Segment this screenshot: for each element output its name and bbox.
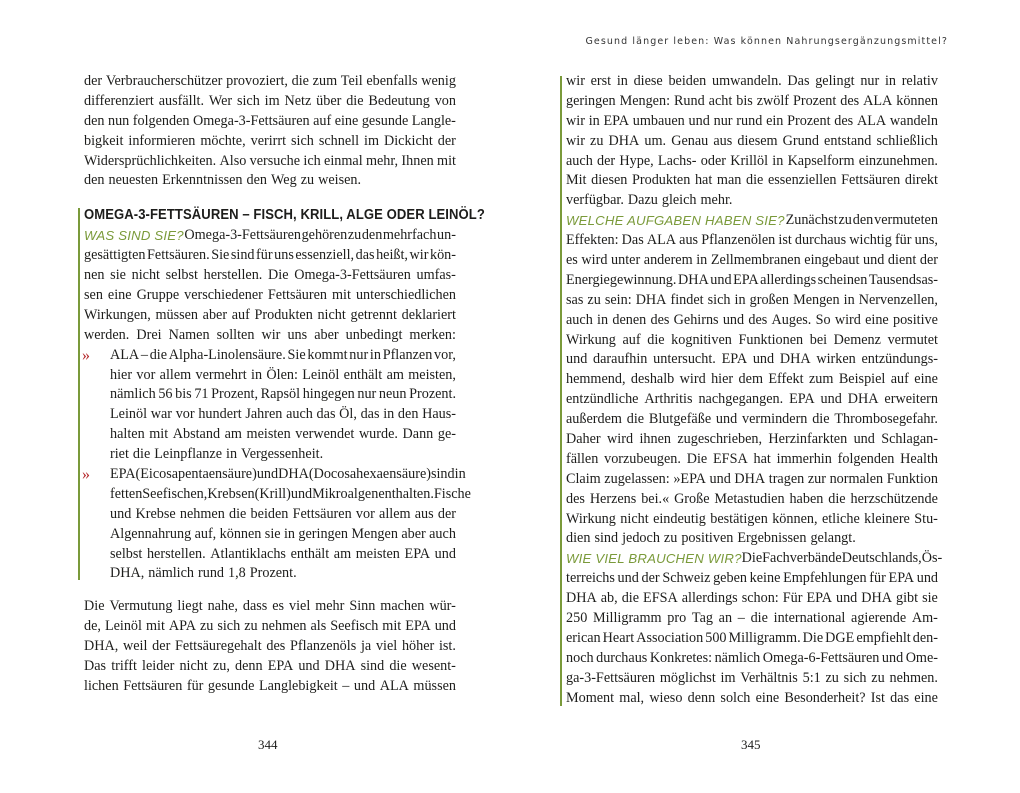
text-line: noch durchaus Konkretes: nämlich Omega-6-Fettsäuren und Ome- (566, 649, 938, 666)
text-line: halten mit Abstand am meisten verwendet wurde. Dann ge- (110, 426, 456, 443)
text-line: werden. Drei Namen sollten wir uns aber unbedingt merken: (84, 326, 456, 343)
bullet-list (82, 346, 471, 585)
page-number-right: 345 (741, 737, 761, 752)
continued-paragraph (566, 72, 938, 211)
text-line: Wirkungen, müssen aber auf Produkten nicht getrennt deklariert (84, 306, 456, 323)
text-line: WAS SIND SIE? Omega-3-Fettsäuren gehören zu den mehrfach un- (84, 226, 456, 246)
page-number-left: 344 (258, 737, 278, 752)
right-page (566, 72, 943, 709)
text-line: DHA ab, die EFSA allerdings schon: Für EPA und DHA gibt sie (566, 590, 938, 607)
text-line: ALA – die Alpha-Linolensäure. Sie kommt nur in Pflanzen vor, (110, 346, 456, 363)
text-line: des Herzens bei.« Große Metastudien haben die herzschützende (566, 490, 938, 507)
text-line: außerdem die Blutgefäße und vermindern die Thrombosegefahr. (566, 411, 938, 428)
section-kicker: WIE VIEL BRAUCHEN WIR? (566, 551, 742, 567)
text-line: Effekten: Das ALA aus Pflanzenölen ist durchaus wichtig für uns, (566, 232, 938, 249)
text-line: bigkeit informieren möchte, verirrt sich schnell im Dickicht der (84, 132, 456, 149)
text-line: nen sie nicht selbst herstellen. Die Omega-3-Fettsäuren umfas- (84, 267, 456, 284)
section-kicker: WAS SIND SIE? (84, 228, 184, 244)
running-head: Gesund länger leben: Was können Nahrungsergänzungsmittel? (585, 36, 948, 47)
text-line: Das trifft leider nicht zu, denn EPA und DHA sind die wesent- (84, 658, 456, 675)
text-line: Wirkung auf die kognitiven Funktionen bei Demenz vermutet (566, 331, 938, 348)
text-line: WELCHE AUFGABEN HABEN SIE? Zunächst zu den vermuteten (566, 211, 938, 231)
text-line: den neuesten Erkenntnissen den Weg zu weisen. (84, 172, 362, 189)
text-line: dien sind jedoch zu positiven Ergebnissen gelangt. (566, 530, 856, 547)
text-line: DHA, nämlich rund 1,8 Prozent. (110, 565, 297, 582)
text-line: und Krebse nehmen die beiden Fettsäuren vor allem aus der (110, 505, 456, 522)
text-line: geringen Mengen: Rund acht bis zwölf Prozent des ALA können (566, 92, 938, 109)
left-page (82, 72, 485, 697)
text-line: de, Leinöl mit APA zu sich zu nehmen als Seefisch mit EPA und (84, 618, 456, 635)
text-line: Daher wird ihnen zugeschrieben, Herzinfarkten und Schlagan- (566, 431, 938, 448)
text-line: WIE VIEL BRAUCHEN WIR? Die Fachverbände Deutschlands, Ös- (566, 549, 938, 569)
text-line: Moment mal, wieso denn solch eine Besonderheit? Ist das eine (566, 689, 938, 706)
text-line: erican Heart Association 500 Milligramm. Die DGE empfiehlt den- (566, 629, 938, 646)
text-line: auch der Hype, Lachs- oder Krillöl in Kapselform einzunehmen. (566, 152, 938, 169)
list-item (84, 346, 456, 465)
text-line: 250 Milligramm pro Tag an – die international agierende Am- (566, 610, 938, 627)
text-line: sen eine Gruppe verschiedener Fettsäuren mit unterschiedlichen (84, 287, 456, 304)
bullet-icon: » (82, 346, 90, 364)
text-line: den nun folgenden Omega-3-Fettsäuren auf eine gesunde Langle- (84, 112, 456, 129)
list-item (82, 465, 471, 584)
text-line: hemmend, deshalb wird hier dem Effekt zum Beispiel auf eine (566, 371, 938, 388)
text-line: entzündliche Arthritis nachgegangen. EPA und DHA erweitern (566, 391, 938, 408)
text-line: Wirkung nicht eindeutig bestätigen können, etliche kleinere Stu- (566, 510, 938, 527)
text-line: Claim zugelassen: »EPA und DHA tragen zur normalen Funktion (566, 470, 938, 487)
text-line: fällen vorzubeugen. Die EFSA hat immerhin folgenden Health (566, 450, 938, 467)
text-line: verfügbar. Dazu gleich mehr. (566, 192, 733, 209)
bullet-icon: » (82, 466, 90, 484)
text-line: wir in EPA umbauen und nur rund ein Prozent des ALA wandeln (566, 112, 938, 129)
text-line: der Verbraucherschützer provoziert, die zum Teil ebenfalls wenig (84, 73, 456, 89)
text-line: terreichs und der Schweiz geben keine Empfehlungen für EPA und (566, 570, 938, 587)
text-line: Leinöl war vor hundert Jahren auch das Öl, das in den Haus- (110, 406, 456, 423)
text-line: Widersprüchlichkeiten. Also versuche ich einmal mehr, Ihnen mit (84, 152, 456, 169)
text-line: hier vor allem vermehrt in Ölen: Leinöl enthält am meisten, (110, 366, 456, 383)
text-line: gesättigten Fettsäuren. Sie sind für uns essenziell, das heißt, wir kön- (84, 247, 456, 264)
text-line: Algennahrung auf, können sie in geringen Mengen aber auch (110, 525, 456, 542)
section-marker-bar (78, 208, 80, 580)
text-line: differenziert ausfällt. Wer sich im Netz über die Bedeutung von (84, 92, 456, 109)
text-line: es wird unter anderem in Zellmembranen eingebaut und dient der (566, 252, 938, 269)
text-line: DHA, weil der Fettsäuregehalt des Pflanzenöls ja viel höher ist. (84, 638, 456, 655)
section-kicker: WELCHE AUFGABEN HABEN SIE? (566, 213, 785, 229)
intro-paragraph (84, 72, 456, 191)
section-marker-bar-right (560, 76, 562, 706)
text-line: selbst herstellen. Atlantiklachs enthält am meisten EPA und (110, 545, 456, 562)
dosage-paragraph (566, 549, 943, 708)
text-line: Die Vermutung liegt nahe, dass es viel mehr Sinn machen wür- (84, 598, 456, 615)
functions-paragraph (566, 211, 938, 549)
text-line: wir zu DHA um. Genau aus diesem Grund entstand schließlich (566, 132, 938, 149)
text-line: Mit diesen Produkten hat man die essenziellen Fettsäuren direkt (566, 172, 938, 189)
text-line: fetten Seefischen, Krebsen (Krill) und Mikroalgen enthalten. Fische (110, 485, 471, 502)
text-line: Energiegewinnung. DHA und EPA allerdings scheinen Tausendsas- (566, 271, 938, 288)
text-line: wir erst in diese beiden umwandeln. Das gelingt nur in relativ (566, 73, 938, 89)
section-paragraph (84, 226, 456, 345)
text-line: ga-3-Fettsäuren möglichst im Verhältnis 5:1 zu sich zu nehmen. (566, 669, 938, 686)
text-line: sas zu sein: DHA findet sich in großen Mengen in Nervenzellen, (566, 291, 938, 308)
text-line: und daraufhin untersucht. EPA und DHA wirken entzündungs- (566, 351, 938, 368)
text-line: nämlich 56 bis 71 Prozent, Rapsöl hingegen nur neun Prozent. (110, 386, 456, 403)
closing-paragraph (84, 597, 456, 696)
omega3-section (82, 204, 485, 584)
text-line: auch in denen des Gehirns und des Auges. So wird eine positive (566, 311, 938, 328)
text-line: riet die Leinpflanze in Vergessenheit. (110, 446, 324, 463)
text-line: lichen Fettsäuren für gesunde Langlebigkeit – und ALA müssen (84, 677, 456, 694)
text-line: EPA (Eicosapentaensäure) und DHA (Docosahexaensäure) sind in (110, 466, 466, 483)
section-heading: OMEGA-3-FETTSÄUREN – FISCH, KRILL, ALGE ODER LEINÖL? (84, 206, 485, 224)
